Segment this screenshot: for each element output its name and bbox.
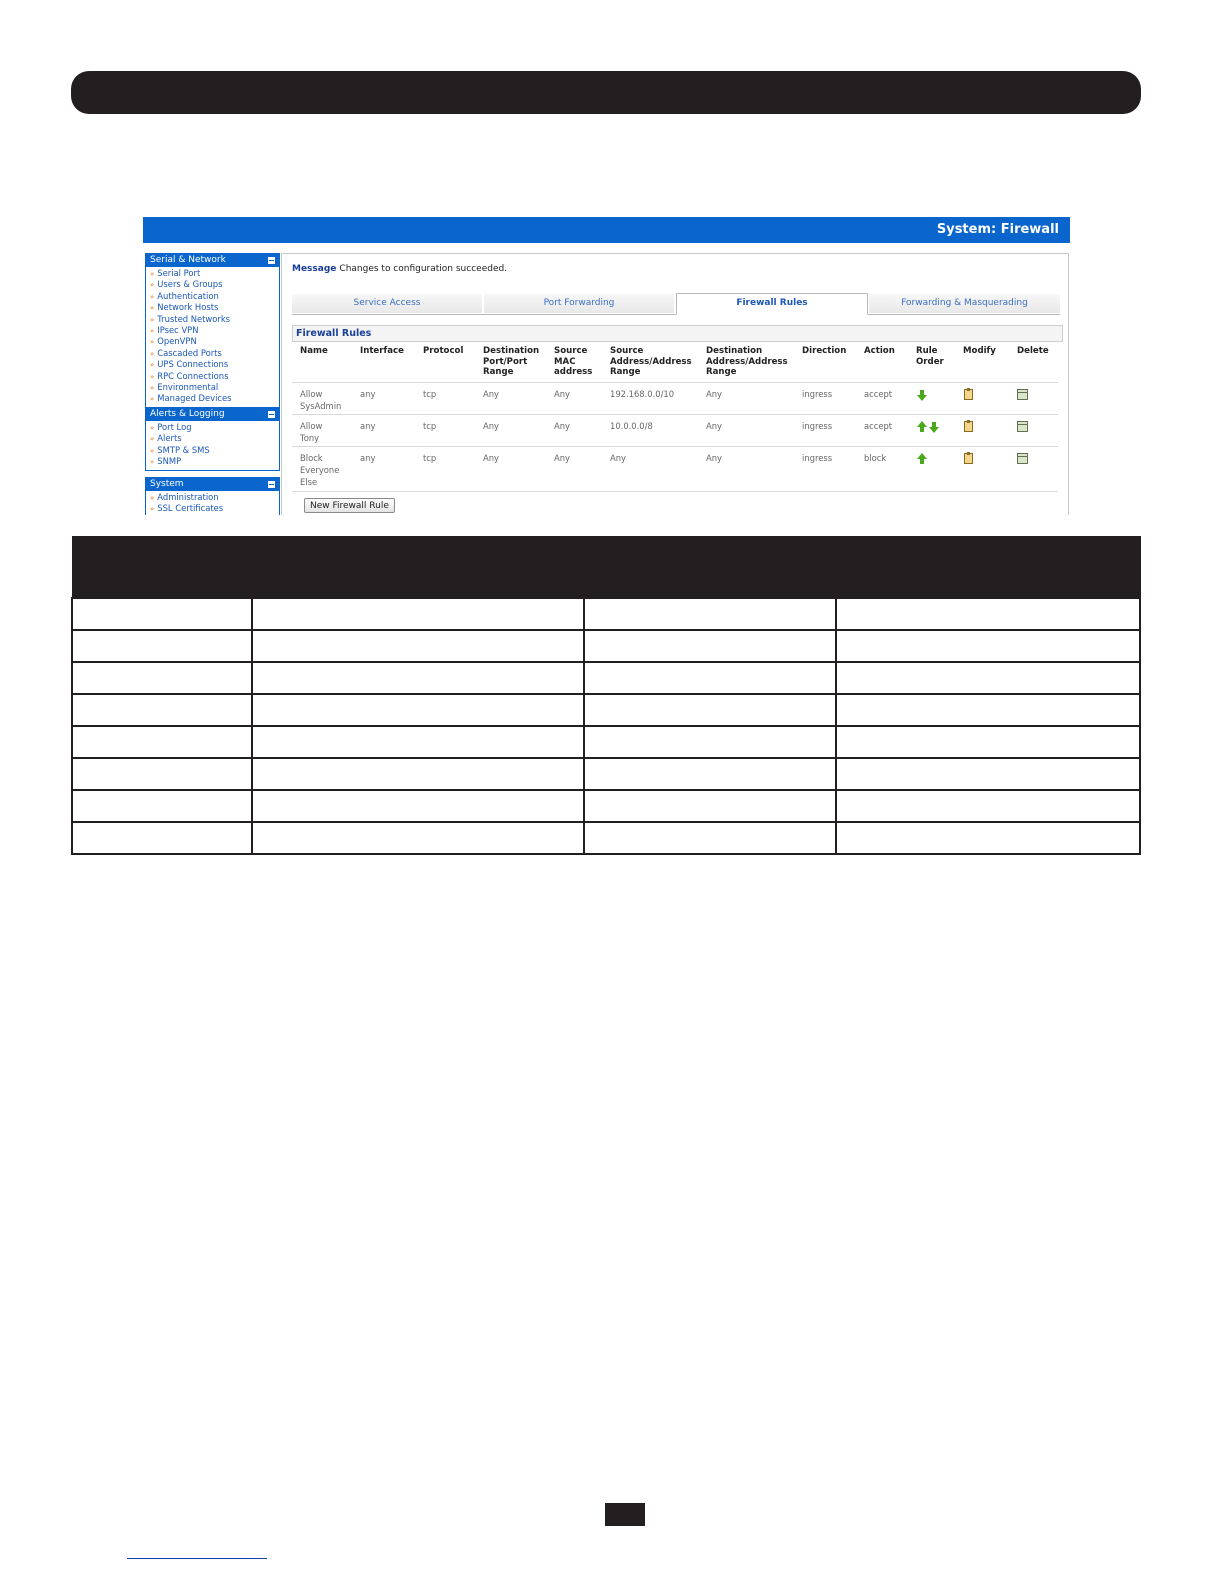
sidebar-item-cascaded-ports[interactable]: » Cascaded Ports — [150, 347, 222, 358]
row-divider — [292, 446, 1058, 447]
row-divider — [292, 491, 1058, 492]
collapse-icon[interactable] — [268, 257, 275, 264]
sidebar-serial-network — [145, 253, 280, 408]
cell-dest-addr: Any — [706, 421, 722, 431]
col-header-action: Action — [864, 346, 895, 356]
cell-src-mac: Any — [554, 421, 570, 431]
sidebar-heading[interactable]: System — [146, 478, 279, 491]
table-header-cell — [584, 537, 836, 599]
col-header-dest-port: Destination Port/Port Range — [483, 346, 540, 377]
col-header-name: Name — [300, 346, 328, 356]
tab-port-forwarding[interactable]: Port Forwarding — [484, 294, 674, 313]
delete-icon[interactable] — [1017, 453, 1028, 464]
cell-src-mac: Any — [554, 453, 570, 463]
chevron-right-icon: » — [150, 270, 155, 278]
section-header-bar — [71, 71, 1141, 114]
col-header-rule-order: Rule Order — [916, 346, 944, 367]
cell-protocol: tcp — [423, 453, 437, 463]
page-number-box — [605, 1503, 645, 1526]
chevron-right-icon: » — [150, 315, 155, 324]
sidebar-item-users-groups[interactable]: » Users & Groups — [150, 279, 223, 290]
cell-protocol: tcp — [423, 421, 437, 431]
cell-dest-addr: Any — [706, 453, 722, 463]
main-panel — [281, 253, 1069, 515]
sidebar-alerts-logging — [145, 407, 280, 471]
sidebar-system — [145, 477, 280, 515]
chevron-right-icon: » — [150, 458, 155, 467]
section-title: Firewall Rules — [292, 325, 1063, 342]
tab-service-access[interactable]: Service Access — [292, 294, 482, 313]
sidebar-item-managed-devices[interactable]: » Managed Devices — [150, 393, 232, 404]
tab-firewall-rules[interactable]: Firewall Rules — [676, 293, 868, 315]
col-header-delete: Delete — [1017, 346, 1049, 356]
sidebar-item-port-log[interactable]: » Port Log — [150, 422, 192, 432]
chevron-right-icon: » — [150, 361, 155, 370]
sidebar-item-snmp[interactable]: » SNMP — [150, 456, 182, 467]
chevron-right-icon: » — [150, 349, 155, 358]
title-bar — [143, 217, 1070, 243]
down-arrow-icon[interactable] — [929, 427, 939, 433]
cell-name: Allow SysAdmin — [300, 389, 342, 411]
chevron-right-icon: » — [150, 384, 155, 393]
cell-src-mac: Any — [554, 389, 570, 399]
cell-action: accept — [864, 389, 893, 399]
sidebar-heading[interactable]: Serial & Network — [146, 254, 279, 267]
cell-interface: any — [360, 453, 376, 463]
sidebar-heading[interactable]: Alerts & Logging — [146, 408, 279, 421]
cell-interface: any — [360, 421, 376, 431]
table-row — [72, 598, 1140, 630]
cell-name: Allow Tony — [300, 421, 323, 443]
chevron-right-icon: » — [150, 446, 155, 455]
cell-action: accept — [864, 421, 893, 431]
col-header-protocol: Protocol — [423, 346, 464, 356]
new-firewall-rule-button[interactable]: New Firewall Rule — [304, 498, 395, 513]
table-header-cell — [836, 537, 1140, 599]
cell-dest-port: Any — [483, 453, 499, 463]
tab-forwarding-masquerading[interactable]: Forwarding & Masquerading — [869, 294, 1060, 313]
up-arrow-icon[interactable] — [917, 453, 927, 459]
chevron-right-icon: » — [150, 281, 155, 290]
table-row — [72, 726, 1140, 758]
col-header-src-mac: Source MAC address — [554, 346, 593, 377]
sidebar-item-openvpn[interactable]: » OpenVPN — [150, 336, 197, 347]
blank-table — [71, 536, 1141, 855]
chevron-right-icon: » — [150, 395, 155, 404]
chevron-right-icon: » — [150, 304, 155, 313]
table-row — [72, 662, 1140, 694]
delete-icon[interactable] — [1017, 389, 1028, 400]
sidebar-item-smtp-sms[interactable]: » SMTP & SMS — [150, 444, 210, 455]
table-row — [72, 630, 1140, 662]
cell-dest-port: Any — [483, 389, 499, 399]
tab-bar — [292, 294, 1060, 315]
table-row — [72, 758, 1140, 790]
row-divider — [292, 382, 1058, 383]
table-header-cell — [72, 537, 252, 599]
cell-src-addr: 10.0.0.0/8 — [610, 421, 653, 431]
modify-icon[interactable] — [964, 389, 973, 400]
col-header-src-addr: Source Address/Address Range — [610, 346, 692, 377]
chevron-right-icon: » — [150, 505, 155, 514]
cell-src-addr: 192.168.0.0/10 — [610, 389, 675, 399]
cell-protocol: tcp — [423, 389, 437, 399]
sidebar-item-environmental[interactable]: » Environmental — [150, 382, 219, 393]
collapse-icon[interactable] — [268, 481, 275, 488]
col-header-direction: Direction — [802, 346, 847, 356]
sidebar-item-rpc-connections[interactable]: » RPC Connections — [150, 370, 229, 381]
cell-dest-port: Any — [483, 421, 499, 431]
col-header-modify: Modify — [963, 346, 996, 356]
sidebar-item-administration[interactable]: » Administration — [150, 492, 219, 502]
chevron-right-icon: » — [150, 338, 155, 347]
cell-src-addr: Any — [610, 453, 626, 463]
status-message: Message Changes to configuration succeeded. — [292, 264, 508, 274]
sidebar-item-network-hosts[interactable]: » Network Hosts — [150, 302, 219, 313]
chevron-right-icon: » — [150, 292, 155, 301]
chevron-right-icon: » — [150, 494, 155, 502]
modify-icon[interactable] — [964, 421, 973, 432]
sidebar-item-trusted-networks[interactable]: » Trusted Networks — [150, 313, 231, 324]
sidebar-item-ups-connections[interactable]: » UPS Connections — [150, 359, 229, 370]
collapse-icon[interactable] — [268, 411, 275, 418]
cell-name: Block Everyone Else — [300, 453, 340, 487]
chevron-right-icon: » — [150, 327, 155, 336]
footer-link-underline[interactable] — [127, 1558, 267, 1559]
chevron-right-icon: » — [150, 424, 155, 432]
sidebar-item-serial-port[interactable]: » Serial Port — [150, 268, 201, 278]
table-row — [72, 822, 1140, 854]
sidebar-item-authentication[interactable]: » Authentication — [150, 290, 219, 301]
chevron-right-icon: » — [150, 435, 155, 444]
sidebar-item-ipsec-vpn[interactable]: » IPsec VPN — [150, 325, 199, 336]
table-row — [72, 790, 1140, 822]
table-header-cell — [252, 537, 584, 599]
cell-dest-addr: Any — [706, 389, 722, 399]
cell-direction: ingress — [802, 389, 833, 399]
modify-icon[interactable] — [964, 453, 973, 464]
chevron-right-icon: » — [150, 372, 155, 381]
cell-interface: any — [360, 389, 376, 399]
down-arrow-icon[interactable] — [917, 395, 927, 401]
sidebar-item-ssl-certificates[interactable]: » SSL Certificates — [150, 503, 224, 514]
cell-direction: ingress — [802, 453, 833, 463]
table-row — [72, 694, 1140, 726]
firewall-screenshot — [143, 217, 1070, 515]
cell-action: block — [864, 453, 887, 463]
cell-direction: ingress — [802, 421, 833, 431]
up-arrow-icon[interactable] — [917, 421, 927, 427]
page-title: System: Firewall — [936, 222, 1059, 237]
delete-icon[interactable] — [1017, 421, 1028, 432]
table-header-row — [72, 537, 1140, 599]
col-header-dest-addr: Destination Address/Address Range — [706, 346, 788, 377]
col-header-interface: Interface — [360, 346, 404, 356]
row-divider — [292, 414, 1058, 415]
sidebar-item-alerts[interactable]: » Alerts — [150, 433, 182, 444]
